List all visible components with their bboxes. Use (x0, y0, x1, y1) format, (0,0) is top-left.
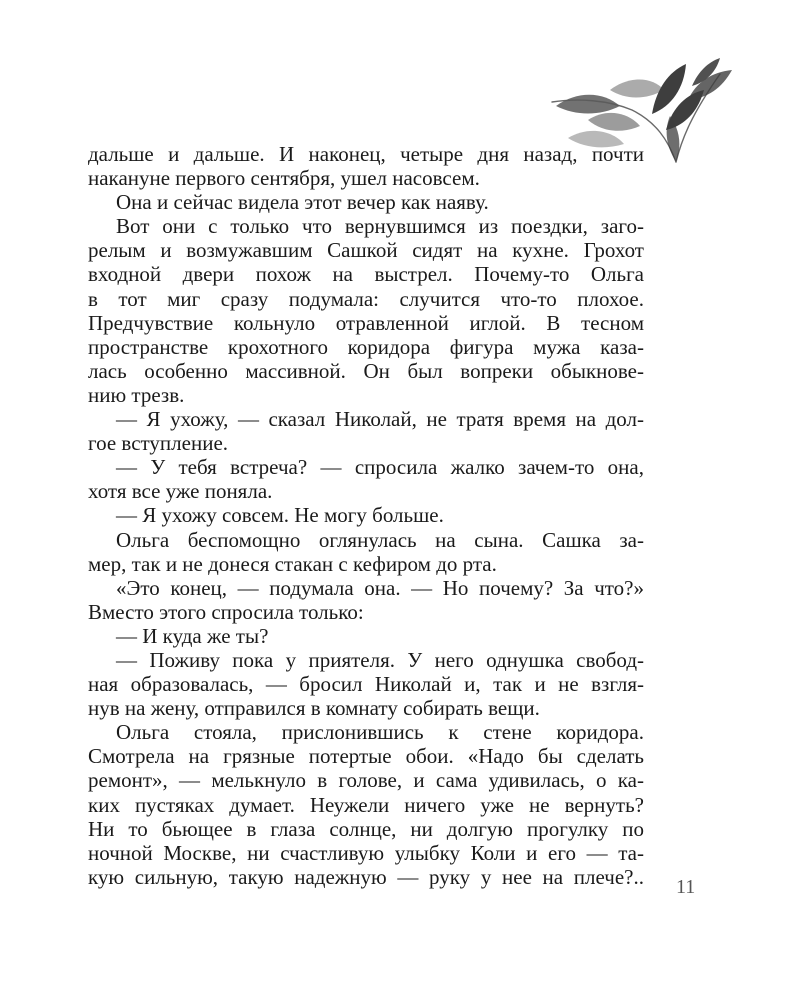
text-line: Ни то бьющее в глаза солнце, ни долгую прогулку по (88, 816, 644, 841)
text-line: ких пустяках думает. Неужели ничего уже не вернуть? (88, 792, 644, 817)
text-line: кую сильную, такую надежную — руку у нее на плече?.. (88, 864, 644, 889)
text-line: ная образовалась, — бросил Николай и, так и не взгля- (88, 672, 644, 697)
text-line: — Я ухожу совсем. Не могу больше. (116, 503, 444, 528)
text-line: Вместо этого спросила только: (88, 599, 364, 624)
text-line: пространстве крохотного коридора фигура мужа каза- (88, 334, 644, 359)
text-line: «Это конец, — подумала она. — Но почему? За что?» (116, 575, 644, 600)
text-line: дальше и дальше. И наконец, четыре дня назад, почти (88, 142, 644, 166)
text-line: Предчувствие кольнуло отравленной иглой. В тесном (88, 310, 644, 335)
text-line: в тот миг сразу подумала: случится что-то плохое. (88, 286, 644, 311)
text-line: релым и возмужавшим Сашкой сидят на кухне. Грохот (88, 238, 644, 263)
text-line: Она и сейчас видела этот вечер как наяву. (116, 190, 489, 215)
text-line: Ольга стояла, прислонившись к стене коридора. (116, 720, 644, 745)
text-line: Ольга беспомощно оглянулась на сына. Сашка за- (116, 527, 644, 552)
text-line: входной двери похож на выстрел. Почему-то Ольга (88, 262, 644, 287)
text-line: — Я ухожу, — сказал Николай, не тратя время на дол- (116, 407, 644, 432)
page-number: 11 (676, 876, 696, 898)
text-line: — И куда же ты? (116, 623, 269, 648)
text-line: нув на жену, отправился в комнату собирать вещи. (88, 696, 540, 721)
text-line: — Поживу пока у приятеля. У него однушка свобод- (116, 647, 644, 672)
text-line: нию трезв. (88, 382, 185, 407)
text-line: мер, так и не донеся стакан с кефиром до рта. (88, 551, 497, 576)
text-line: лась особенно массивной. Он был вопреки обыкнове- (88, 358, 644, 383)
text-line: накануне первого сентября, ушел насовсем. (88, 166, 480, 191)
body-text (88, 142, 644, 889)
text-line: ночной Москве, ни счастливую улыбку Коли и его — та- (88, 840, 644, 865)
text-line: хотя все уже поняла. (88, 479, 273, 504)
text-line: Вот они с только что вернувшимся из поездки, заго- (116, 214, 644, 239)
text-line: гое вступление. (88, 431, 229, 456)
text-line: Смотрела на грязные потертые обои. «Надо бы сделать (88, 744, 644, 769)
text-line: ремонт», — мелькнуло в голове, и сама удивилась, о ка- (88, 768, 644, 793)
text-line: — У тебя встреча? — спросила жалко зачем-то она, (116, 455, 644, 480)
